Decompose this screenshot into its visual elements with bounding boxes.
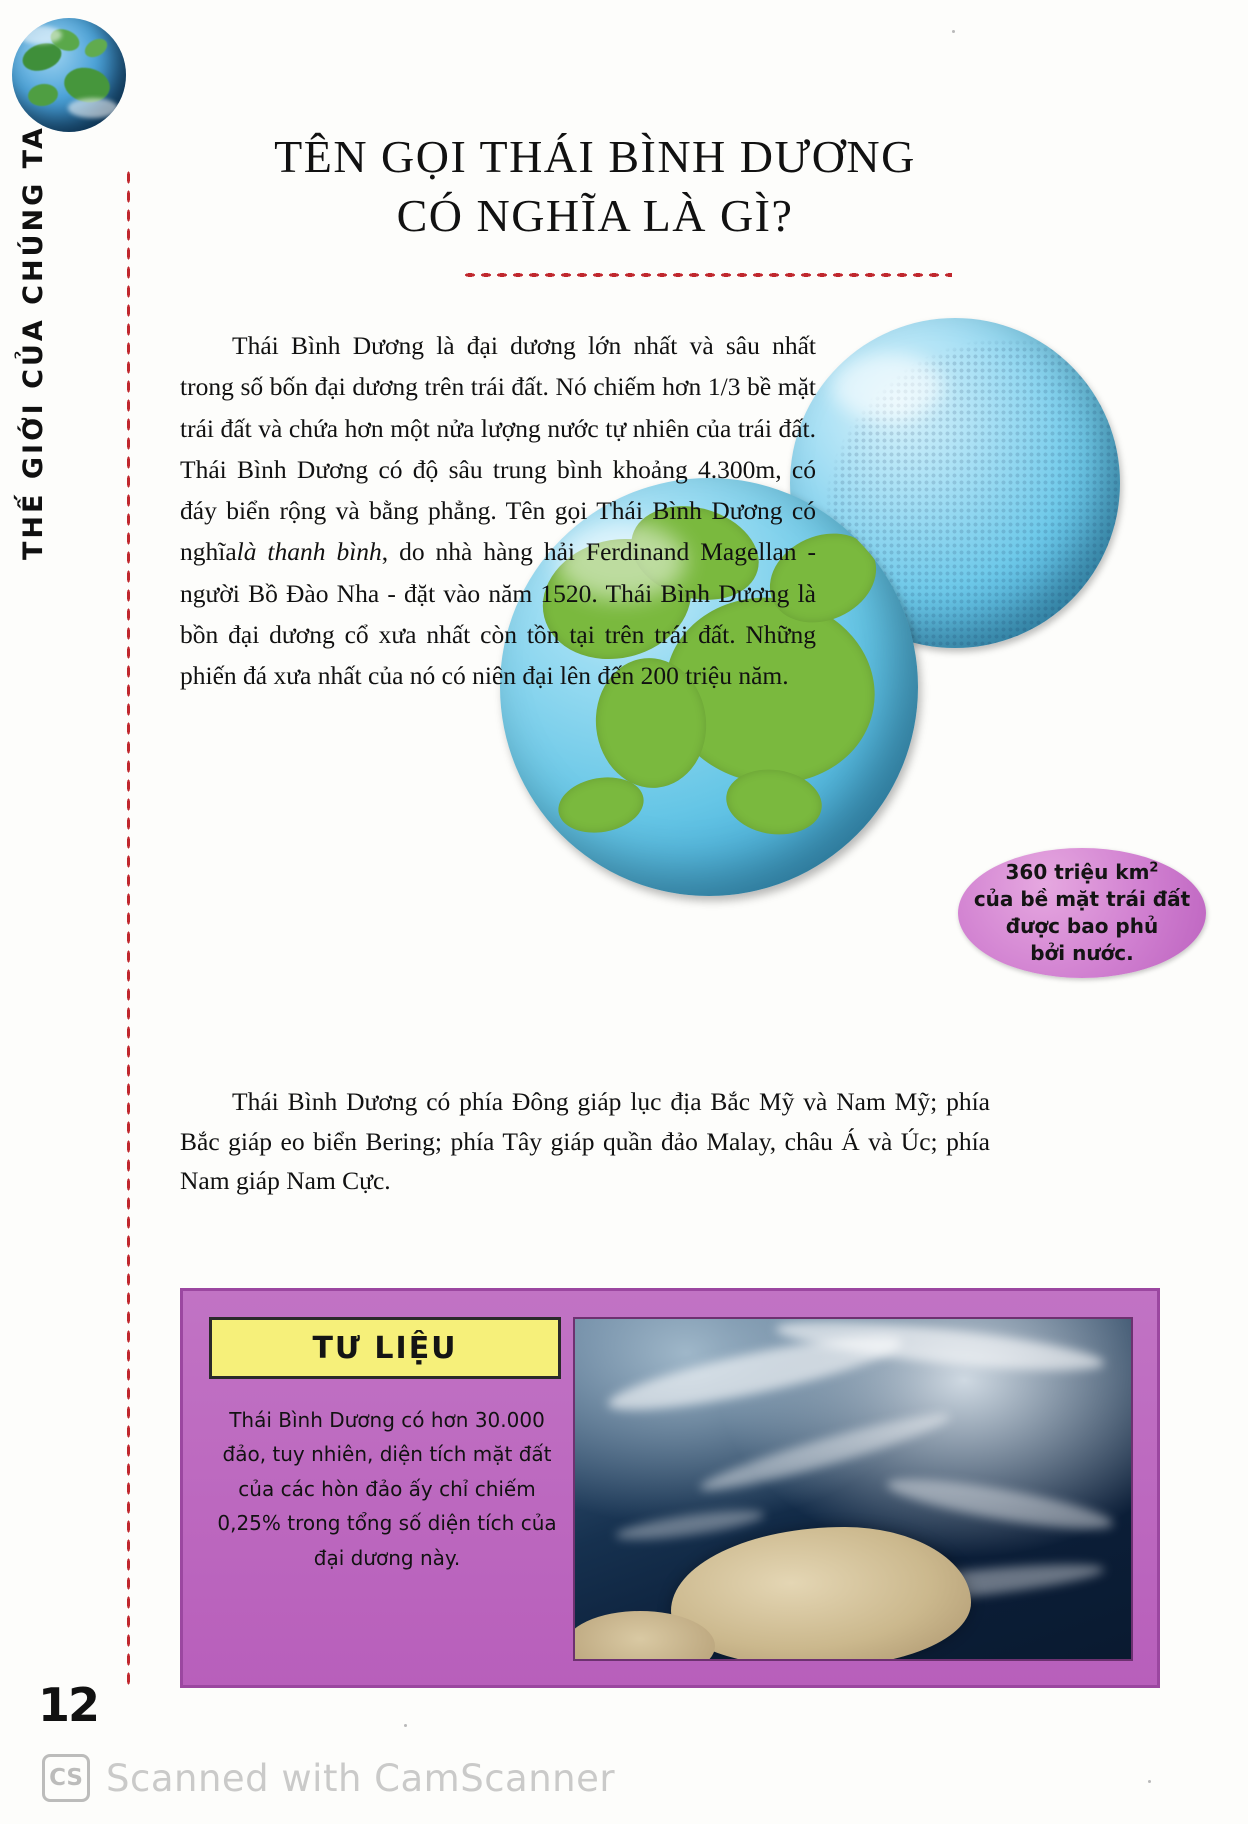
earth-globe-icon [12, 18, 126, 132]
dotted-divider [126, 168, 131, 1688]
fact-box-text: Thái Bình Dương có hơn 30.000 đảo, tuy nhiên, diện tích mặt đất của các hòn đảo ấy chỉ chiếm 0,25% trong tổng số diện tích của đại dương này. [217, 1408, 557, 1570]
paragraph-2: Thái Bình Dương có phía Đông giáp lục địa Bắc Mỹ và Nam Mỹ; phía Bắc giáp eo biển Bering; phía Tây giáp quần đảo Malay, châu Á và Úc; phía Nam giáp Nam Cực. [180, 1087, 990, 1196]
series-side-title: THẾ GIỚI CỦA CHÚNG TA [18, 125, 49, 560]
page-title [180, 128, 1010, 246]
satellite-ocean-photo [573, 1317, 1133, 1661]
statistic-callout-text [974, 859, 1190, 966]
paragraph-1-part-a: Thái Bình Dương là đại dương lớn nhất và sâu nhất trong số bốn đại dương trên trái đất. Nó chiếm hơn 1/3 bề mặt trái đất và chứa hơn một nửa lượng nước tự nhiên của trái đất. Thái Bình Dương có độ sâu trung bình khoảng 4.300m, có đáy biển rộng và bằng phẳng. Tên gọi Thái Bình Dương có nghĩa [180, 331, 816, 567]
main-paragraph-block [180, 325, 816, 697]
callout-superscript: 2 [1149, 860, 1159, 876]
secondary-paragraph-block [180, 1082, 990, 1201]
fact-box-title: TƯ LIỆU [209, 1317, 561, 1379]
paragraph-1-part-b: , do nhà hàng hải Ferdinand Magellan - người Bồ Đào Nha - đặt vào năm 1520. Thái Bình Dương là bồn đại dương cổ xưa nhất còn tồn tại trên trái đất. Những phiến đá xưa nhất của nó có niên đại lên đến 200 triệu năm. [180, 537, 816, 691]
scan-speck [404, 1724, 407, 1727]
callout-line-4: bởi nước. [1030, 940, 1134, 965]
scan-speck [1148, 1780, 1151, 1783]
callout-line-3: được bao phủ [1005, 914, 1159, 938]
title-dotted-underline [462, 272, 952, 278]
scan-speck [952, 30, 955, 33]
paragraph-1 [180, 325, 816, 697]
camscanner-watermark-text: Scanned with CamScanner [106, 1756, 616, 1800]
page-title-line-2: CÓ NGHĨA LÀ GÌ? [396, 189, 794, 241]
camscanner-watermark [42, 1754, 615, 1802]
paragraph-1-italic: là thanh bình [236, 537, 382, 567]
callout-line-2: của bề mặt trái đất [973, 887, 1191, 912]
statistic-callout-bubble [958, 848, 1206, 978]
camscanner-badge-icon: CS [42, 1754, 90, 1802]
page-title-line-1: TÊN GỌI THÁI BÌNH DƯƠNG [274, 131, 916, 182]
page-number: 12 [38, 1678, 99, 1732]
callout-line-1: 360 triệu km [1005, 860, 1150, 885]
fact-box [180, 1288, 1160, 1688]
